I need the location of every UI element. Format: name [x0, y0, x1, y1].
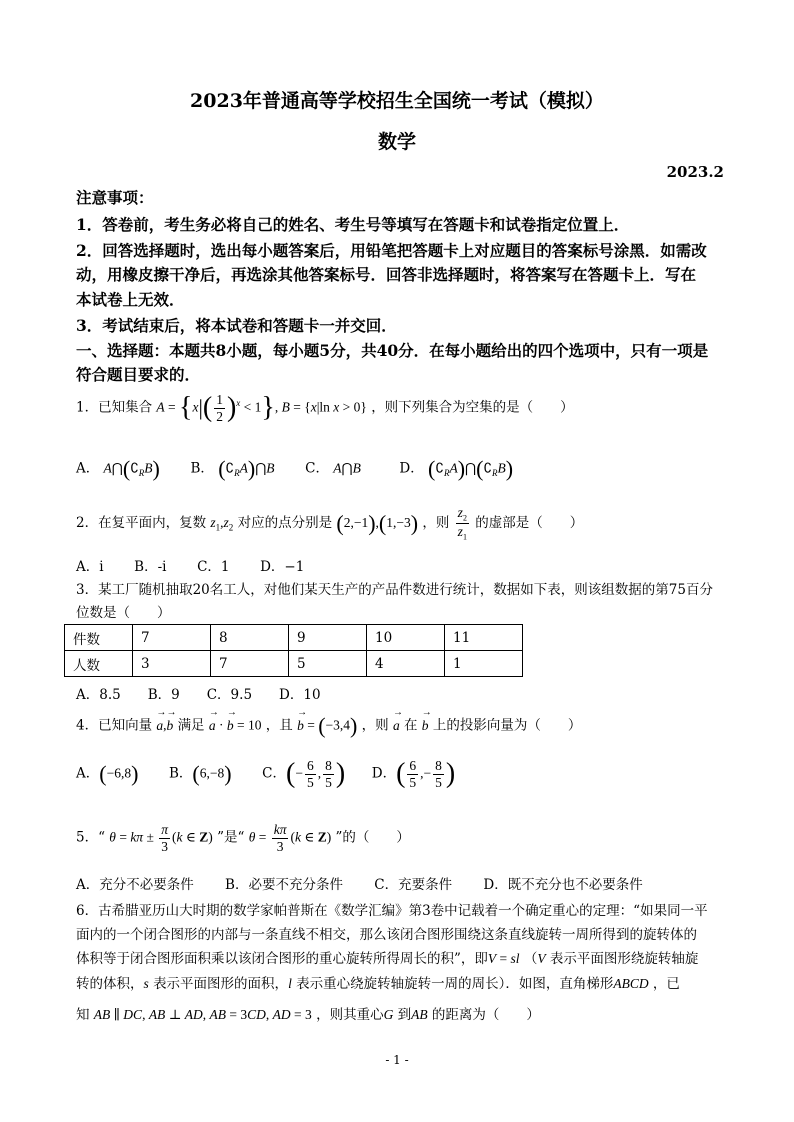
notes-item-1: 1．答卷前，考生务必将自己的姓名、考生号等填写在答题卡和试卷指定位置上．	[76, 215, 630, 234]
notes-item-2-line1: 2．回答选择题时，选出每小题答案后，用铅笔把答题卡上对应题目的答案标号涂黑．如需改	[76, 241, 707, 260]
question-6-line2: 面内的一个闭合图形的内部与一条直线不相交，那么该闭合图形围绕这条直线旋转一周所得到的旋转体的	[76, 927, 697, 943]
table-row	[65, 651, 523, 677]
q6-text: ，已	[652, 976, 680, 992]
table-cell: 5	[289, 651, 367, 677]
q1-suffix: ，则下列集合为空集的是（ ）	[371, 399, 574, 416]
q6-text: 表示平面图形的面积，	[153, 976, 289, 992]
table-cell: 1	[445, 651, 523, 677]
notes-heading: 注意事项：	[76, 188, 154, 207]
q6-text: 转的体积，	[76, 976, 144, 992]
q4-mid2: ，且	[265, 717, 293, 734]
table-cell: 9	[289, 625, 367, 651]
q1-option-d-label: D．	[399, 460, 424, 477]
question-6-line1: 6．古希腊亚历山大时期的数学家帕普斯在《数学汇编》第3卷中记载着一个确定重心的定理：“如果同一平	[76, 903, 708, 919]
page-number: - 1 -	[385, 1053, 409, 1067]
q6-text: 表示平面图形绕旋转轴旋	[549, 951, 699, 967]
q6-text: （	[523, 951, 538, 967]
table-cell: 4	[367, 651, 445, 677]
q1-option-a-label: A．	[76, 460, 100, 477]
question-1: 1．已知集合 A = {x|( $\frac{1}{2}$ )$^x$ < 1}, B = {x|ln x > 0} ，则下列集合为空集的是（ ）	[76, 392, 574, 424]
exam-date: 2023.2	[666, 163, 724, 181]
q6-text: 表示重心绕旋转轴旋转一周的周长）．如图，直角梯形	[296, 976, 614, 992]
question-2: 2．在复平面内，复数 $z_1,z_2$ 对应的点分别是 (2,−1),(1,−3) ，则 $\frac{z_2}{z_1}$ 的虚部是（ ）	[76, 505, 584, 542]
notes-item-3: 3．考试结束后，将本试卷和答题卡一并交回．	[76, 316, 397, 335]
table-row	[65, 625, 523, 651]
q2-option-c: C．1	[197, 559, 230, 575]
q4-mid4: 在	[404, 717, 418, 734]
q2-prefix: 2．在复平面内，复数	[76, 514, 207, 531]
q6-text: 体积等于闭合图形面积乘以该闭合图形的重心旋转所得周长的积”，即	[76, 951, 488, 967]
q4-mid3: ，则	[361, 717, 389, 734]
q1-option-b-label: B．	[190, 460, 214, 477]
table-cell: 7	[133, 625, 211, 651]
q6-text: ，则其重心	[316, 1007, 384, 1023]
q2-options	[76, 555, 304, 575]
q1-option-c-label: C．	[305, 460, 329, 477]
q6-text: 的距离为（ ）	[431, 1007, 540, 1023]
question-4: 4．已知向量 → a,→ b 满足 → a · → b = 10 ，且 → b = (−3,4) ，则 → a 在 → b 上的投影向量为（ ）	[76, 713, 581, 739]
q5-suffix: ”的（ ）	[335, 829, 410, 846]
q2-mid: 对应的点分别是	[237, 514, 333, 531]
q5-options: A．充分不必要条件 B．必要不充分条件 C．充要条件 D．既不充分也不必要条件	[76, 877, 643, 893]
section1-line2: 符合题目要求的．	[76, 365, 201, 384]
question-3-line2: 位数是（ ）	[76, 605, 171, 621]
table-cell: 3	[133, 651, 211, 677]
table-cell: 11	[445, 625, 523, 651]
subject-title: 数学	[377, 131, 416, 153]
q4-options: A．(−6,8) B．(6,−8) C．(− $\frac{6}{5}$ , $\frac{8}{5}$ ) D．( $\frac{6}{5}$ ,− $\frac{8}{5}$ )	[76, 758, 456, 790]
q2-then: ，则	[422, 514, 450, 531]
q2-option-b: B．-i	[134, 559, 167, 575]
section1-line1: 一、选择题：本题共8小题，每小题5分，共40分．在每小题给出的四个选项中，只有一项是	[76, 341, 709, 360]
question-6-line3: 体积等于闭合图形面积乘以该闭合图形的重心旋转所得周长的积”，即V = sl （V 表示平面图形绕旋转轴旋	[76, 951, 699, 967]
table-cell: 件数	[65, 625, 133, 651]
table-cell: 7	[211, 651, 289, 677]
q6-text: 知	[76, 1007, 90, 1023]
q2-suffix: 的虚部是（ ）	[475, 514, 584, 531]
q5-mid: ”是“	[217, 829, 245, 846]
q4-suffix: 上的投影向量为（ ）	[432, 717, 582, 734]
q4-prefix: 4．已知向量	[76, 717, 153, 734]
table-cell: 人数	[65, 651, 133, 677]
q3-data-table	[64, 624, 523, 677]
table-cell: 10	[367, 625, 445, 651]
notes-item-2-line2: 动，用橡皮擦干净后，再选涂其他答案标号．回答非选择题时，将答案写在答题卡上．写在	[76, 265, 697, 284]
question-3-line1: 3．某工厂随机抽取20名工人，对他们某天生产的产品件数进行统计，数据如下表，则该组数据的第75百分	[76, 582, 713, 598]
q1-prefix: 1．已知集合	[76, 399, 153, 416]
q4-mid1: 满足	[177, 717, 205, 734]
notes-item-2-line3: 本试卷上无效．	[76, 290, 185, 309]
q3-options: A．8.5 B．9 C．9.5 D．10	[76, 687, 321, 703]
question-6-line4: 转的体积，s 表示平面图形的面积，l 表示重心绕旋转轴旋转一周的周长）．如图，直角梯形ABCD ，已	[76, 976, 680, 992]
q6-text: 到	[397, 1007, 412, 1023]
exam-title: 2023年普通高等学校招生全国统一考试（模拟）	[190, 90, 604, 112]
q2-option-a: A．i	[76, 559, 104, 575]
question-6-line5: 知 AB ∥ DC, AB ⊥ AD, AB = 3CD, AD = 3 ，则其重心G 到AB 的距离为（ ）	[76, 1007, 540, 1023]
q1-options: A． $A⋂(∁_RB)$ B． $(∁_RA)⋂B$ C． A⋂B D． $(∁_RA)⋂(∁_RB)$	[76, 456, 514, 481]
q2-option-d: D．−1	[260, 559, 305, 575]
question-5: 5．“ θ = kπ ± $\frac{\pi}{3}$ (k ∈ Z) ”是“ θ = $\frac{k\pi}{3}$ (k ∈ Z) ”的（ ）	[76, 822, 410, 854]
table-cell: 8	[211, 625, 289, 651]
q5-prefix: 5．“	[76, 829, 105, 846]
